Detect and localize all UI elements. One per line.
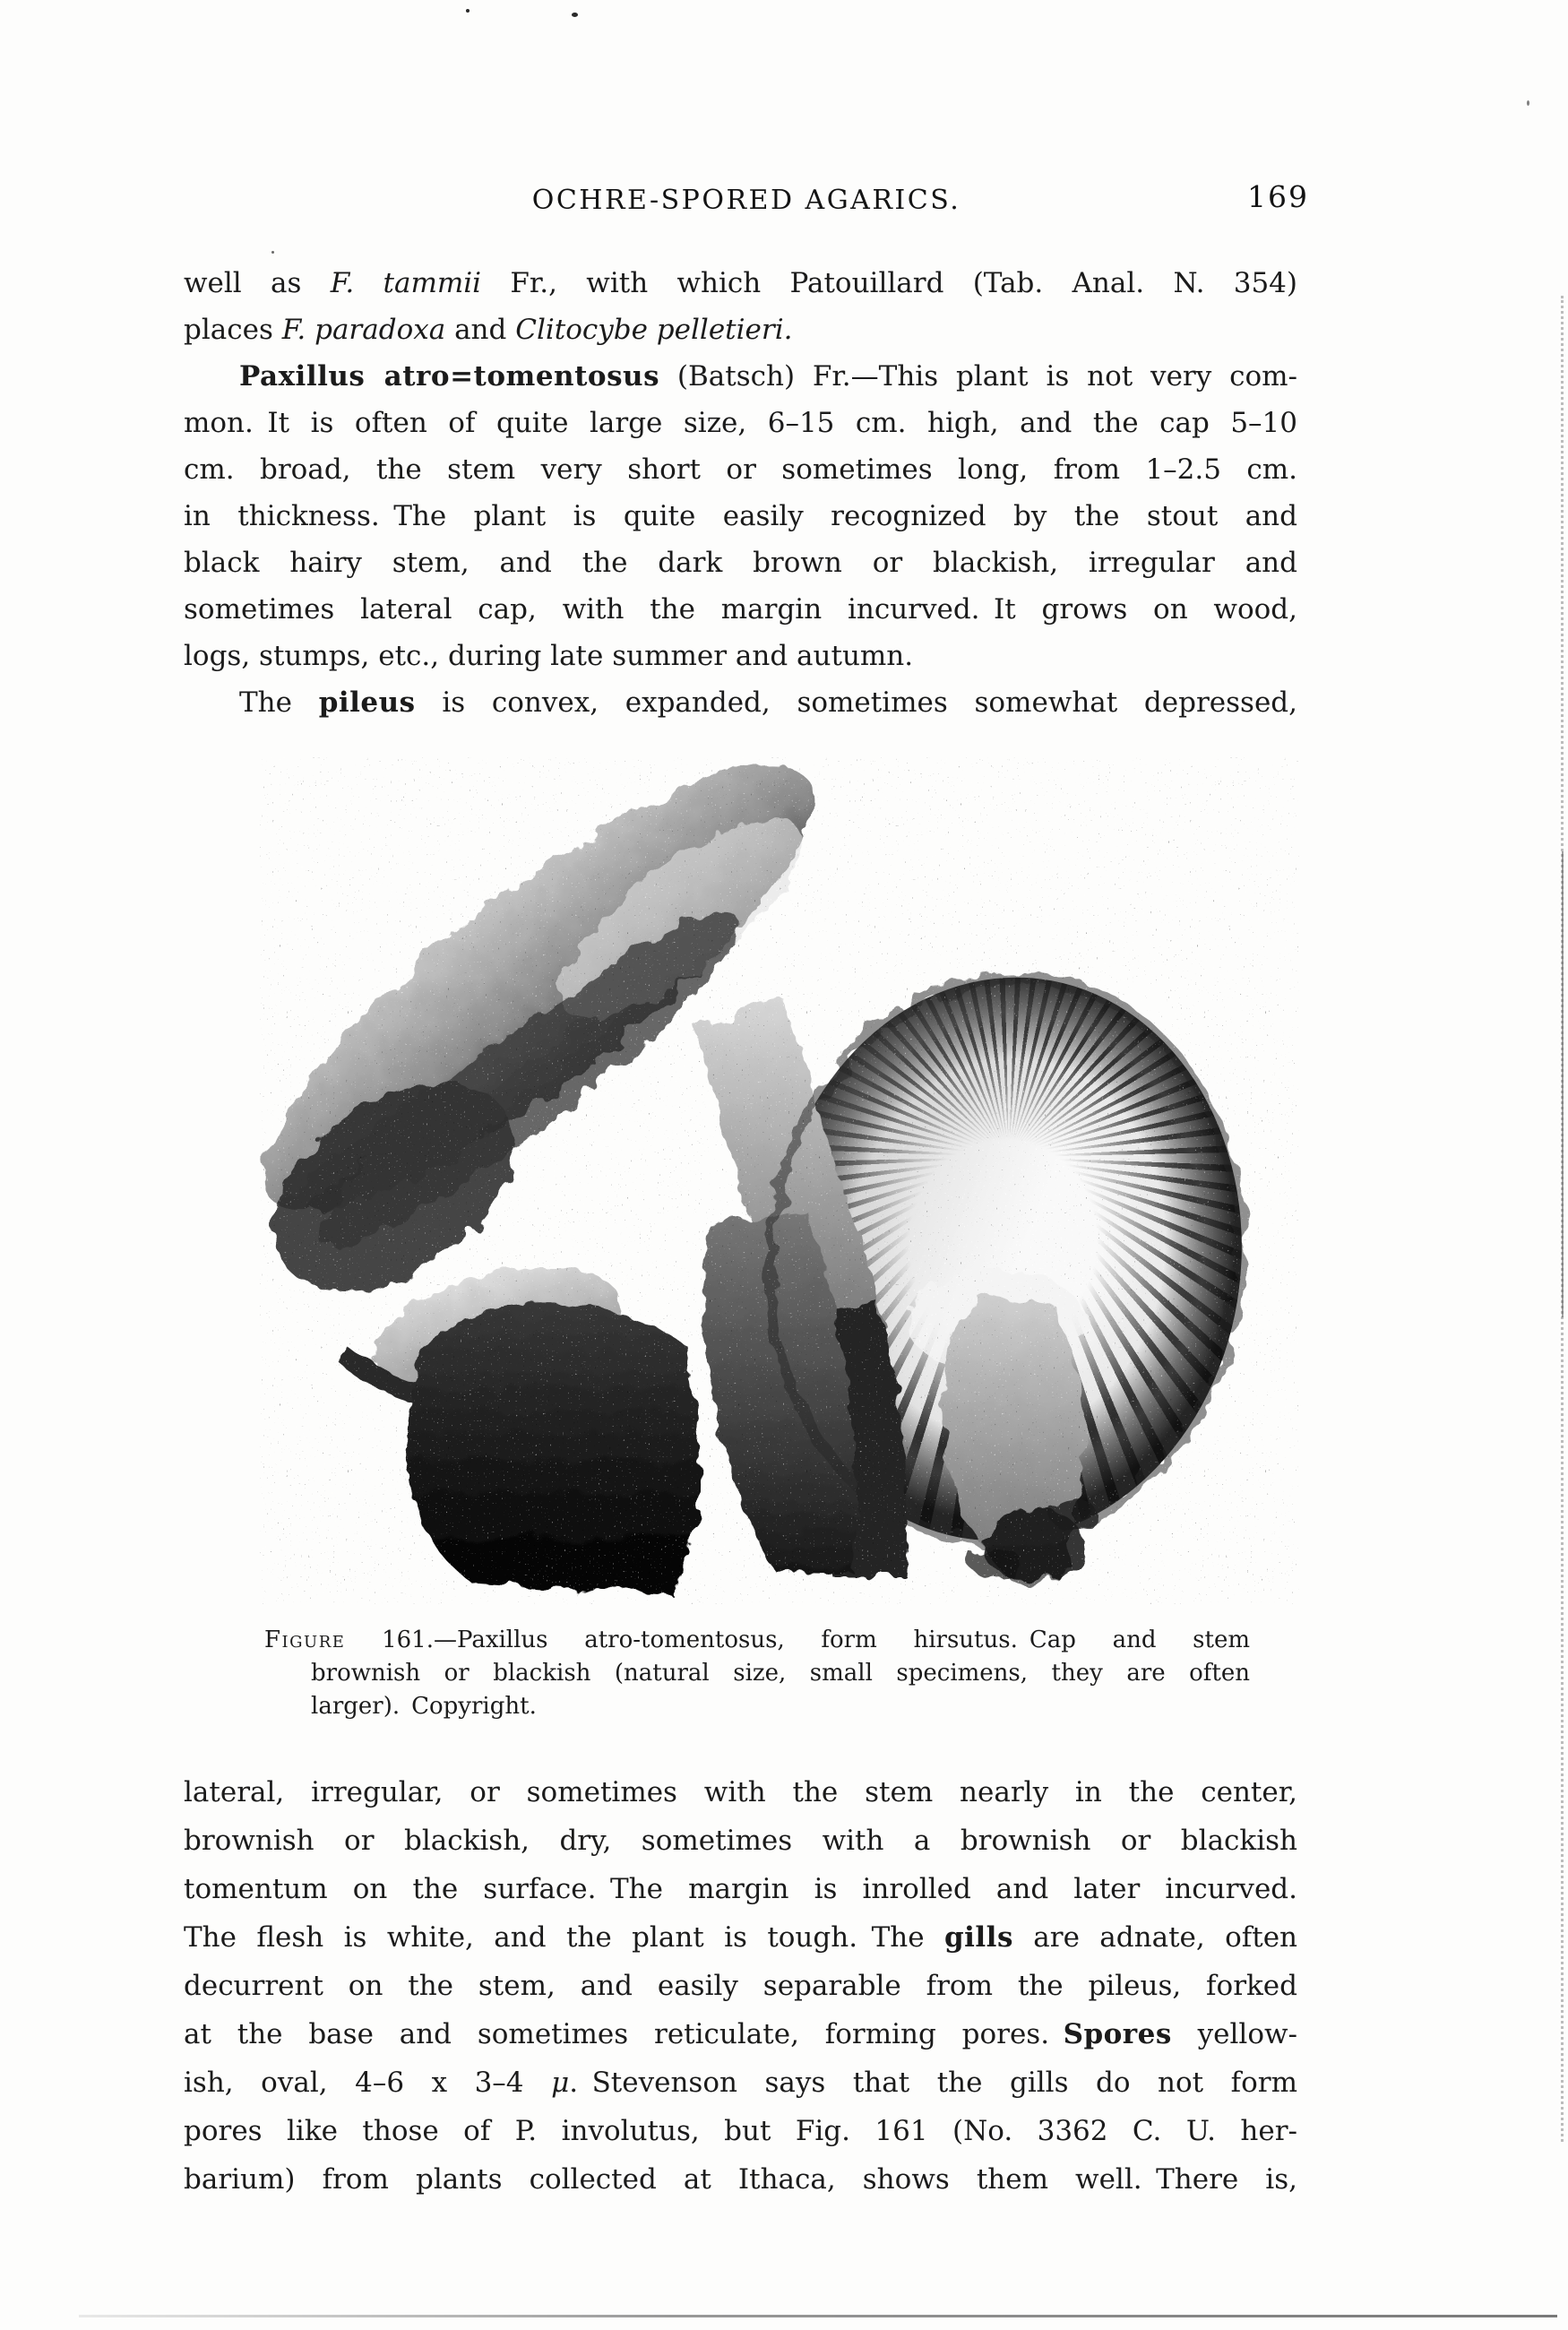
- text-line: [184, 1865, 1297, 1913]
- text-line: [184, 2010, 1297, 2058]
- text-segment: in thickness. The plant is quite easily recognized by the stout and: [184, 500, 1297, 532]
- text-line: [184, 2058, 1297, 2107]
- scan-speck: [271, 251, 274, 254]
- text-segment: pileus: [318, 686, 416, 719]
- text-segment: logs, stumps, etc., during late summer and autumn.: [184, 640, 914, 672]
- text-segment: gills: [943, 1921, 1013, 1954]
- text-segment: ish, oval, 4–6 x 3–4: [184, 2067, 552, 2099]
- text-segment: decurrent on the stem, and easily separable from the pileus, forked: [184, 1970, 1297, 2002]
- text-line: [264, 1657, 1250, 1690]
- text-line: [184, 586, 1297, 633]
- text-line: [184, 1768, 1297, 1817]
- text-segment: The: [239, 686, 319, 719]
- mushroom-illustration: [260, 757, 1299, 1604]
- text-segment: Spores: [1063, 2018, 1172, 2050]
- text-segment: yellow-: [1171, 2018, 1297, 2050]
- text-line: [264, 1690, 1250, 1723]
- text-segment: Paxillus atro=tomentosus: [239, 360, 660, 393]
- text-segment: at the base and sometimes reticulate, forming pores.: [184, 2018, 1064, 2050]
- scan-artifact-right-edge-dense: [1562, 851, 1564, 1317]
- text-segment: brownish or blackish, dry, sometimes with a brownish or blackish: [184, 1825, 1297, 1857]
- text-line: [184, 306, 1297, 353]
- text-line: [264, 1624, 1250, 1657]
- halftone-noise-light: [260, 757, 1299, 1604]
- scan-speck: [1527, 100, 1529, 106]
- text-line: [184, 2107, 1297, 2155]
- running-head: OCHRE-SPORED AGARICS.: [531, 185, 961, 216]
- text-segment: lateral, irregular, or sometimes with the stem nearly in the center,: [184, 1776, 1297, 1808]
- text-line: [184, 260, 1297, 306]
- text-line: [184, 400, 1297, 446]
- text-segment: pores like those of P. involutus, but Fig. 161 (No. 3362 C. U. her-: [184, 2115, 1297, 2147]
- text-segment: larger). Copyright.: [311, 1693, 537, 1720]
- text-segment: cm. broad, the stem very short or sometimes long, from 1–2.5 cm.: [184, 453, 1297, 486]
- text-segment: well as: [184, 267, 331, 299]
- text-segment: Figure: [264, 1627, 346, 1653]
- figure-photo-mushrooms: [260, 757, 1299, 1604]
- figure-caption: [264, 1624, 1250, 1723]
- text-segment: (Batsch) Fr.—This plant is not very com-: [659, 360, 1297, 393]
- text-segment: places: [184, 314, 282, 346]
- text-segment: is convex, expanded, sometimes somewhat depressed,: [415, 686, 1297, 719]
- text-segment: F. tammii: [330, 267, 482, 299]
- text-segment: barium) from plants collected at Ithaca, shows them well. There is,: [184, 2163, 1297, 2196]
- text-line: [184, 353, 1297, 400]
- paragraph-block-top: [184, 260, 1297, 726]
- text-segment: Fr., with which Patouillard (Tab. Anal. N. 354): [481, 267, 1297, 299]
- text-segment: and: [445, 314, 516, 346]
- text-segment: 161.—Paxillus atro-tomentosus, form hirsutus. Cap and stem: [345, 1627, 1250, 1653]
- text-segment: black hairy stem, and the dark brown or blackish, irregular and: [184, 547, 1297, 579]
- paragraph-block-bottom: [184, 1768, 1297, 2204]
- text-line: [184, 1913, 1297, 1962]
- text-segment: mon. It is often of quite large size, 6–15 cm. high, and the cap 5–10: [184, 407, 1297, 439]
- text-line: [184, 679, 1297, 726]
- text-segment: tomentum on the surface. The margin is inrolled and later incurved.: [184, 1873, 1297, 1905]
- page-number: 169: [1247, 179, 1309, 214]
- text-segment: F. paradoxa: [281, 314, 446, 346]
- text-line: [184, 493, 1297, 539]
- text-line: [184, 1962, 1297, 2010]
- text-segment: μ: [551, 2067, 570, 2099]
- scan-speck: [466, 9, 470, 13]
- scan-speck: [572, 13, 578, 17]
- text-line: [184, 2155, 1297, 2204]
- text-segment: sometimes lateral cap, with the margin incurved. It grows on wood,: [184, 593, 1297, 626]
- text-segment: Clitocybe pelletieri.: [515, 314, 793, 346]
- text-line: [184, 633, 1297, 679]
- text-segment: The flesh is white, and the plant is tough. The: [184, 1921, 944, 1954]
- text-line: [184, 539, 1297, 586]
- text-line: [184, 446, 1297, 493]
- text-line: [184, 1817, 1297, 1865]
- scan-artifact-bottom-line: [79, 2315, 1557, 2317]
- text-segment: brownish or blackish (natural size, small specimens, they are often: [311, 1660, 1250, 1687]
- text-segment: are adnate, often: [1012, 1921, 1298, 1954]
- text-segment: . Stevenson says that the gills do not form: [569, 2067, 1298, 2099]
